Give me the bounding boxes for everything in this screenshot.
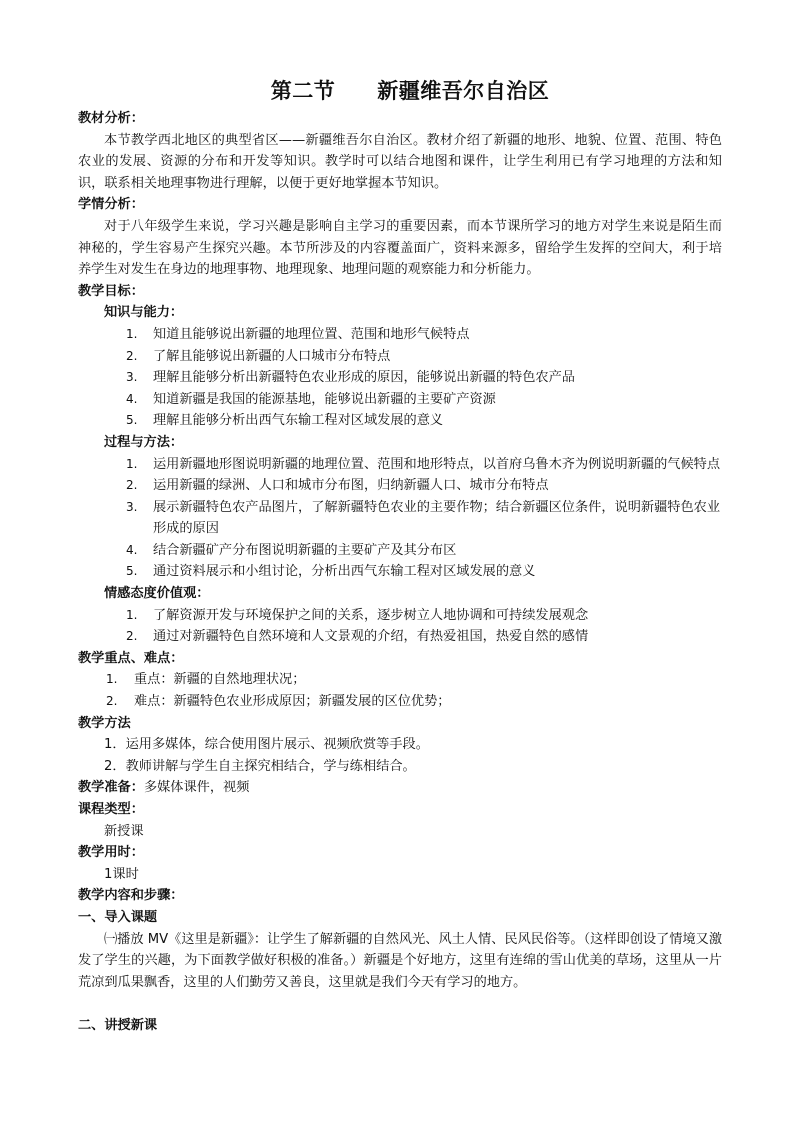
knowledge-list bbox=[78, 324, 722, 432]
list-item: 1. 运用新疆地形图说明新疆的地理位置、范围和地形特点，以首府乌鲁木齐为例说明新疆的气候特点 bbox=[126, 456, 721, 472]
process-heading: 过程与方法： bbox=[104, 434, 184, 450]
document-page bbox=[78, 76, 722, 1037]
students-heading: 学情分析： bbox=[78, 197, 144, 213]
textbook-paragraph: 本节教学西北地区的典型省区——新疆维吾尔自治区。教材介绍了新疆的地形、地貌、位置、范围、特色农业的发展、资源的分布和开发等知识。教学时可以结合地图和课件，让学生利用已有学习地理的方法和知识，联系相关地理事物进行理解，以便于更好地掌握本节知识。 bbox=[78, 132, 722, 191]
intro-paragraph: ㈠播放 MV《这里是新疆》：让学生了解新疆的自然风光、风土人情、民风民俗等。（这样即创设了情境又激发了学生的兴趣，为下面教学做好积极的准备。）新疆是个好地方，这里有连绵的雪山优美的草场，这里从一片荒凉到瓜果飘香，这里的人们勤劳又善良，这里就是我们今天有学习的地方。 bbox=[78, 931, 723, 990]
intro-heading: 一、导入课题 bbox=[78, 909, 158, 925]
page-title bbox=[78, 76, 722, 106]
keypoints-heading: 教学重点、难点： bbox=[78, 650, 184, 666]
list-item: 3. 理解且能够分析出新疆特色农业形成的原因，能够说出新疆的特色农产品 bbox=[126, 370, 575, 386]
time-heading: 教学用时： bbox=[78, 845, 144, 861]
new-lesson-heading: 二、讲授新课 bbox=[78, 1018, 158, 1034]
content-heading: 教学内容和步骤： bbox=[78, 888, 184, 904]
list-item: 5. 理解且能够分析出西气东输工程对区域发展的意义 bbox=[126, 413, 444, 429]
list-item: 2．教师讲解与学生自主探究相结合，学与练相结合。 bbox=[104, 758, 416, 774]
list-item: 1. 了解资源开发与环境保护之间的关系，逐步树立人地协调和可持续发展观念 bbox=[126, 607, 589, 623]
title-section: 第二节 bbox=[270, 79, 336, 103]
list-item: 3. 展示新疆特色农产品图片，了解新疆特色农业的主要作物；结合新疆区位条件，说明新疆特色农业形成的原因 bbox=[126, 499, 721, 537]
methods-heading: 教学方法 bbox=[78, 715, 131, 731]
list-item: 1. 重点：新疆的自然地理状况； bbox=[106, 672, 306, 688]
emotion-list bbox=[78, 605, 722, 648]
list-item: 4. 知道新疆是我国的能源基地，能够说出新疆的主要矿产资源 bbox=[126, 391, 496, 407]
students-paragraph: 对于八年级学生来说，学习兴趣是影响自主学习的重要因素，而本节课所学习的地方对学生来说是陌生而神秘的，学生容易产生探究兴趣。本节所涉及的内容覆盖面广，资料来源多，留给学生发挥的空间大，利于培养学生对发生在身边的地理事物、地理现象、地理问题的观察能力和分析能力。 bbox=[78, 218, 722, 278]
list-item: 5. 通过资料展示和小组讨论，分析出西气东输工程对区域发展的意义 bbox=[126, 564, 536, 580]
type-value: 新授课 bbox=[104, 823, 144, 839]
list-item: 1．运用多媒体，综合使用图片展示、视频欣赏等手段。 bbox=[104, 737, 429, 753]
list-item: 2. 通过对新疆特色自然环境和人文景观的介绍，有热爱祖国，热爱自然的感情 bbox=[126, 629, 589, 645]
list-item: 1. 知道且能够说出新疆的地理位置、范围和地形气候特点 bbox=[126, 326, 470, 342]
list-item: 2. 运用新疆的绿洲、人口和城市分布图，归纳新疆人口、城市分布特点 bbox=[126, 478, 549, 494]
type-heading: 课程类型： bbox=[78, 802, 144, 817]
list-item: 2. 了解且能够说出新疆的人口城市分布特点 bbox=[126, 348, 391, 364]
list-item: 4. 结合新疆矿产分布图说明新疆的主要矿产及其分布区 bbox=[126, 542, 457, 558]
knowledge-heading: 知识与能力： bbox=[104, 305, 184, 321]
list-item: 2. 难点：新疆特色农业形成原因；新疆发展的区位优势； bbox=[106, 694, 451, 710]
textbook-heading: 教材分析： bbox=[78, 111, 144, 126]
prep-line: 教学准备：多媒体课件，视频 bbox=[78, 780, 250, 796]
time-value: 1课时 bbox=[104, 866, 139, 882]
emotion-heading: 情感态度价值观： bbox=[104, 586, 210, 602]
title-name: 新疆维吾尔自治区 bbox=[377, 79, 550, 103]
goals-heading: 教学目标： bbox=[78, 283, 144, 299]
process-list bbox=[78, 454, 722, 584]
